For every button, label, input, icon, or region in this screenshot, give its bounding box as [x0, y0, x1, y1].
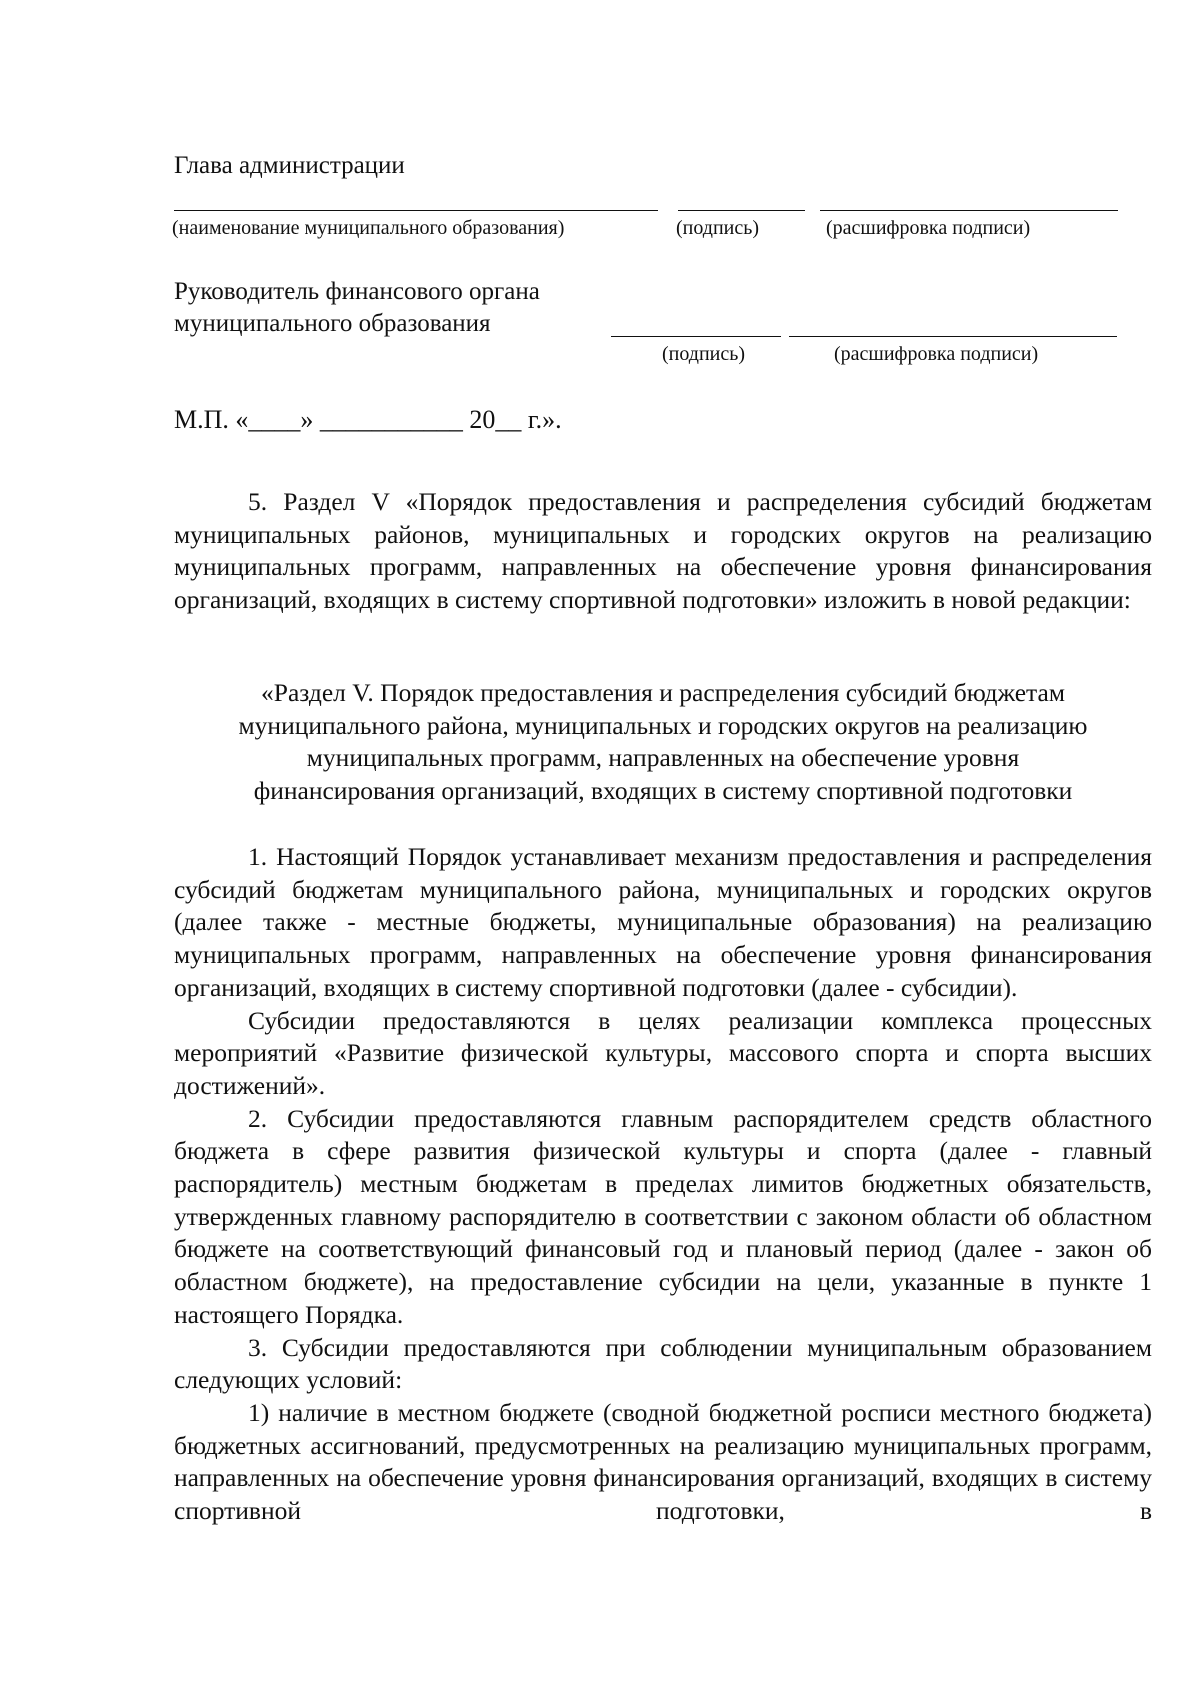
finance-title-line1: Руководитель финансового органа	[174, 278, 540, 305]
finance-caption-signature: (подпись)	[662, 343, 746, 365]
decode-line	[820, 210, 1118, 211]
caption-signature: (подпись)	[676, 217, 760, 239]
caption-municipality: (наименование муниципального образования)	[172, 217, 565, 239]
section-title-line: муниципального района, муниципальных и городских округов на реализацию	[238, 710, 1088, 740]
paragraph-3-1: 1) наличие в местном бюджете (сводной бюджетной росписи местного бюджета) бюджетных ассигнований, предусмотренных на реализацию муниципальных программ, направленных на обеспечение уровня финансирования организаций, входящих в систему спортивной подготовки, в	[174, 1397, 1152, 1526]
name-line	[174, 210, 658, 211]
body-paragraphs	[174, 841, 1152, 1528]
finance-signature-line	[611, 336, 781, 337]
finance-title-line2: муниципального образования	[174, 310, 491, 337]
head-title: Глава администрации	[174, 152, 405, 179]
section-title-line: «Раздел V. Порядок предоставления и распределения субсидий бюджетам	[261, 678, 1065, 707]
paragraph-3: 3. Субсидии предоставляются при соблюдении муниципальным образованием следующих условий:	[174, 1332, 1152, 1395]
amendment-paragraph: 5. Раздел V «Порядок предоставления и распределения субсидий бюджетам муниципальных районов, муниципальных и городских округов на реализацию муниципальных программ, направленных на обеспечение уровня финансирования организаций, входящих в систему спортивной подготовки» изложить в новой редакции:	[174, 487, 1152, 615]
amendment-block	[174, 486, 1152, 617]
paragraph-1: 1. Настоящий Порядок устанавливает механизм предоставления и распределения субсидий бюджетам муниципального района, муниципальных и городских округов (далее также - местные бюджеты, муниципальные образования) на реализацию муниципальных программ, направленных на обеспечение уровня финансирования организаций, входящих в систему спортивной подготовки (далее - субсидии).	[174, 842, 1152, 1002]
finance-caption-decode: (расшифровка подписи)	[834, 343, 1039, 365]
paragraph-purpose: Субсидии предоставляются в целях реализации комплекса процессных мероприятий «Развитие физической культуры, массового спорта и спорта высших достижений».	[174, 1005, 1152, 1100]
paragraph-2: 2. Субсидии предоставляются главным распорядителем средств областного бюджета в сфере развития физической культуры и спорта (далее - главный распорядитель) местным бюджетам в пределах лимитов бюджетных обязательств, утвержденных главному распорядителю в соответствии с законом области об областном бюджете на соответствующий финансовый год и плановый период (далее - закон об областном бюджете), на предоставление субсидии на цели, указанные в пункте 1 настоящего Порядка.	[174, 1103, 1152, 1329]
section-title-line: муниципальных программ, направленных на обеспечение уровня	[306, 743, 1020, 773]
caption-decode: (расшифровка подписи)	[826, 217, 1031, 239]
finance-decode-line	[789, 336, 1117, 337]
section-title	[174, 677, 1152, 808]
section-title-line: финансирования организаций, входящих в систему спортивной подготовки	[253, 776, 1073, 806]
stamp-date-line: М.П. «____» ___________ 20__ г.».	[174, 405, 562, 434]
signature-line	[678, 210, 805, 211]
